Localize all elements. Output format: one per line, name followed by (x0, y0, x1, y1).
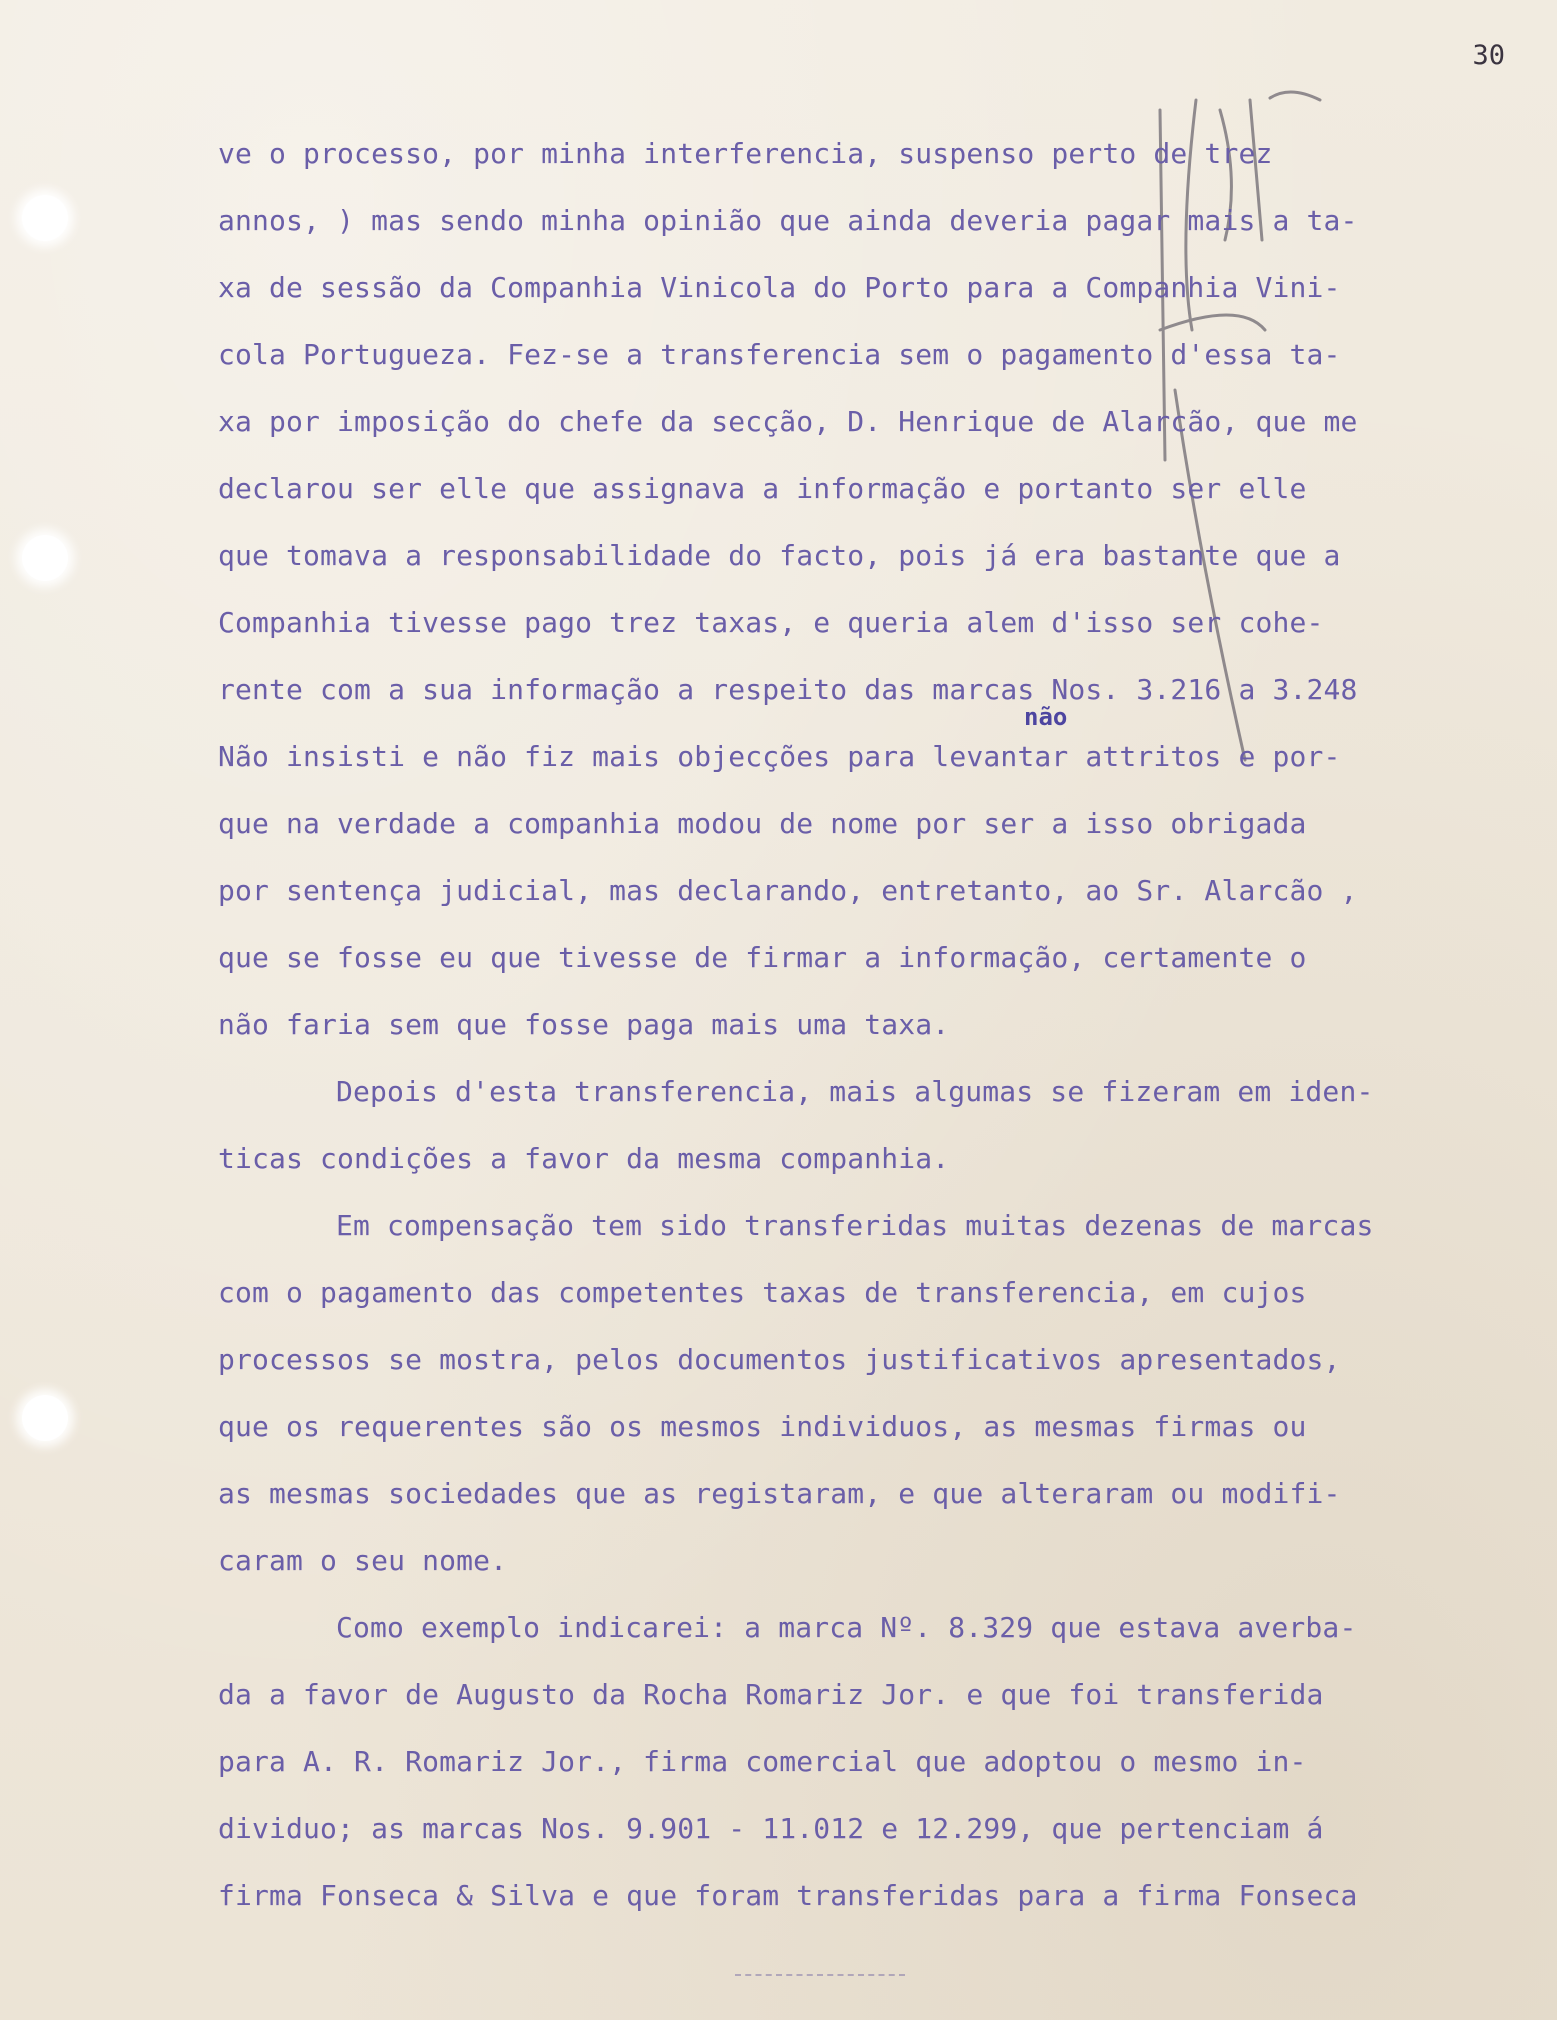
text-line: xa por imposição do chefe da secção, D. Henrique de Alarcão, que me (218, 405, 1358, 438)
text-line: da a favor de Augusto da Rocha Romariz Jor. e que foi transferida (218, 1678, 1324, 1711)
correction-insert: não (1024, 703, 1068, 731)
text-line: que se fosse eu que tivesse de firmar a informação, certamente o (218, 941, 1307, 974)
text-line: que os requerentes são os mesmos individuos, as mesmas firmas ou (218, 1410, 1307, 1443)
bottom-rule (735, 1974, 905, 1976)
text-line: Em compensação tem sido transferidas muitas dezenas de marcas (336, 1209, 1374, 1242)
text-line: Companhia tivesse pago trez taxas, e queria alem d'isso ser cohe- (218, 606, 1324, 639)
text-line: Depois d'esta transferencia, mais algumas se fizeram em iden- (336, 1075, 1374, 1108)
text-line: declarou ser elle que assignava a informação e portanto ser elle (218, 472, 1307, 505)
text-line: dividuo; as marcas Nos. 9.901 - 11.012 e 12.299, que pertenciam á (218, 1812, 1324, 1845)
text-line: ve o processo, por minha interferencia, suspenso perto de trez (218, 137, 1273, 170)
text-line: cola Portugueza. Fez-se a transferencia sem o pagamento d'essa ta- (218, 338, 1341, 371)
text-line: por sentença judicial, mas declarando, entretanto, ao Sr. Alarcão , (218, 874, 1358, 907)
text-line: que na verdade a companhia modou de nome por ser a isso obrigada (218, 807, 1307, 840)
text-line: xa de sessão da Companhia Vinicola do Porto para a Companhia Vini- (218, 271, 1341, 304)
text-line: que tomava a responsabilidade do facto, pois já era bastante que a (218, 539, 1341, 572)
text-line: caram o seu nome. (218, 1544, 508, 1577)
text-line: ticas condições a favor da mesma companhia. (218, 1142, 950, 1175)
text-line: annos, ) mas sendo minha opinião que ainda deveria pagar mais a ta- (218, 204, 1358, 237)
typed-text (218, 120, 1548, 1929)
text-line: rente com a sua informação a respeito das marcas Nos. 3.216 a 3.248 (218, 673, 1358, 706)
text-line: Não insisti e não fiz mais objecções para levantar attritos e por- (218, 740, 1341, 773)
text-line: não faria sem que fosse paga mais uma taxa. (218, 1008, 950, 1041)
text-line: com o pagamento das competentes taxas de transferencia, em cujos (218, 1276, 1307, 1309)
text-line: firma Fonseca & Silva e que foram transferidas para a firma Fonseca (218, 1879, 1358, 1912)
page-number: 30 (1472, 40, 1505, 71)
text-line: processos se mostra, pelos documentos justificativos apresentados, (218, 1343, 1341, 1376)
text-line: Como exemplo indicarei: a marca Nº. 8.329 que estava averba- (336, 1611, 1357, 1644)
text-line: as mesmas sociedades que as registaram, e que alteraram ou modifi- (218, 1477, 1341, 1510)
text-line: para A. R. Romariz Jor., firma comercial que adoptou o mesmo in- (218, 1745, 1307, 1778)
